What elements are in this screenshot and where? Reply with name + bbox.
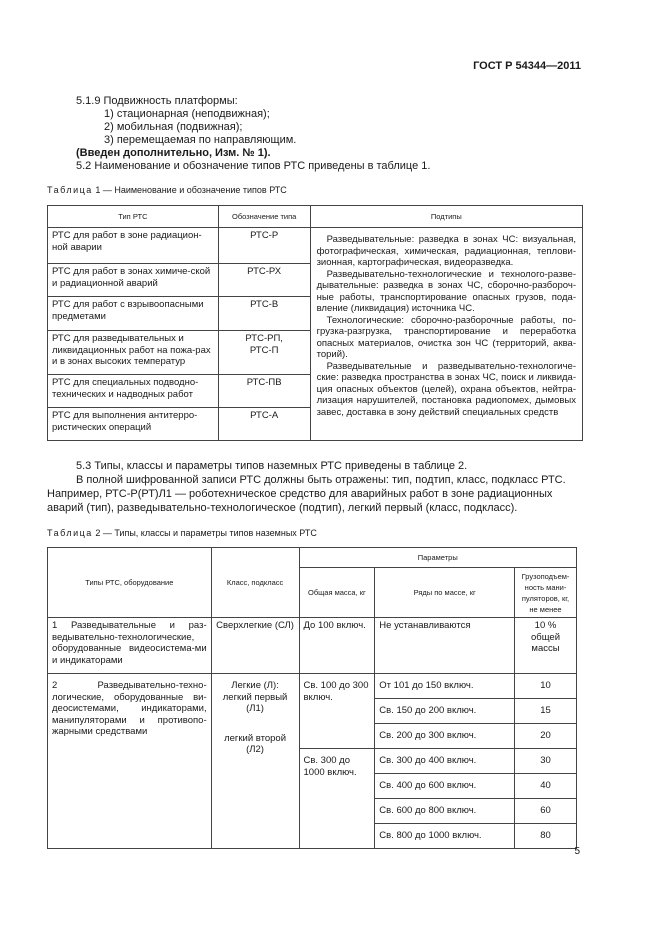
table-row <box>48 618 577 674</box>
table1 <box>47 205 583 441</box>
table2-mass-rows-cell: Не устанавливаются <box>375 618 515 674</box>
table1-header-code: Обозначение типа <box>218 206 310 228</box>
table1-type-cell: РТС для выполнения антитерро-ристических операций <box>48 408 219 441</box>
list-item: 2) мобильная (подвижная); <box>104 121 243 133</box>
section-5-3-line2: В полной шифрованной записи РТС должны быть отражены: тип, подтип, класс, подкласс РТС. <box>76 474 566 486</box>
table1-caption-label: Таблица <box>47 185 93 195</box>
table2-header-payload: Грузоподъем-ность мани-пуляторов, кг, не менее <box>515 568 577 618</box>
table2-class-cell: Сверхлегкие (СЛ) <box>211 618 299 674</box>
table2-mass-cell: Св. 100 до 300 включ. <box>299 674 375 749</box>
table1-code-cell: РТС-В <box>218 297 310 331</box>
table2-payload-cell: 10 % общей массы <box>515 618 577 674</box>
table2-class-cell <box>211 674 299 849</box>
table2-payload-cell: 30 <box>515 749 577 774</box>
table2-mass-cell: До 100 включ. <box>299 618 375 674</box>
subtype-paragraph: Разведывательно-технологические и технолого-разве-дывательные: разведка в зонах ЧС, сборочно-разбороч-ные работы, транспортирование опасных грузов, пода-вление (ликвидация) источника ЧС. <box>316 268 576 314</box>
amendment-note: (Введен дополнительно, Изм. № 1). <box>76 147 271 159</box>
table2-payload-cell: 20 <box>515 724 577 749</box>
table1-type-cell: РТС для разведывательных и ликвидационных работ на пожа-рах и в зонах высоких температур <box>48 331 219 375</box>
table1-code-cell: РТС-РП, РТС-П <box>218 331 310 375</box>
table1-caption <box>47 185 287 195</box>
list-item: 1) стационарная (неподвижная); <box>104 108 270 120</box>
table2-range-cell: Св. 200 до 300 включ. <box>375 724 515 749</box>
table2-payload-cell: 10 <box>515 674 577 699</box>
table1-code-cell: РТС-А <box>218 408 310 441</box>
table2-range-cell: Св. 800 до 1000 включ. <box>375 824 515 849</box>
table1-type-cell: РТС для работ с взрывоопасными предметами <box>48 297 219 331</box>
table1-header-type: Тип РТС <box>48 206 219 228</box>
table1-type-cell: РТС для специальных подводно-технических и надводных работ <box>48 375 219 408</box>
table2-mass-cell: Св. 300 до 1000 включ. <box>299 749 375 849</box>
table2-caption-text: 2 — Типы, классы и параметры типов наземных РТС <box>95 528 317 538</box>
table2-header-params: Параметры <box>299 548 577 568</box>
table1-code-cell: РТС-РХ <box>218 264 310 297</box>
page-number: 5 <box>574 846 580 857</box>
table1-subtypes-cell <box>310 228 582 441</box>
table2-header-mass-rows: Ряды по массе, кг <box>375 568 515 618</box>
section-5-3-line4: аварий (тип), разведывательно-технологическое (подтип), легкий первый (класс, подкласс). <box>47 502 518 514</box>
table2-payload-cell: 80 <box>515 824 577 849</box>
table2-range-cell: Св. 400 до 600 включ. <box>375 774 515 799</box>
section-5-2-text: 5.2 Наименование и обозначение типов РТС приведены в таблице 1. <box>76 160 431 172</box>
table2-range-cell: От 101 до 150 включ. <box>375 674 515 699</box>
table2-type-cell: 2 Разведывательно-техно-логические, оборудованные ви-деосистемами, индикаторами, манипуляторами и противопо-жарными средствами <box>48 674 212 849</box>
table1-code-cell: РТС-ПВ <box>218 375 310 408</box>
subtype-paragraph: Технологические: сборочно-разборочные работы, по-грузка-разгрузка, транспортирование и переработка опасных материалов, очистка зон ЧС (территорий, аква-торий). <box>316 314 576 360</box>
table2-caption-label: Таблица <box>47 528 93 538</box>
table2-range-cell: Св. 600 до 800 включ. <box>375 799 515 824</box>
class-light-first: Легкие (Л): легкий первый (Л1) <box>222 680 288 714</box>
table2-payload-cell: 40 <box>515 774 577 799</box>
table1-type-cell: РТС для работ в зонах химиче-ской и радиационной аварий <box>48 264 219 297</box>
table-row <box>48 228 583 264</box>
document-header: ГОСТ Р 54344—2011 <box>473 60 581 72</box>
table2-header-mass: Общая масса, кг <box>299 568 375 618</box>
table1-caption-text: 1 — Наименование и обозначение типов РТС <box>95 185 287 195</box>
subtype-paragraph: Разведывательные и разведывательно-технологиче-ские: разведка пространства в зонах ЧС, поиск и ликвида-ция опасных объектов (целей), охрана объектов, нейтра-лизация нарушителей, постановка радиопомех, дымовых завес, доставка в зону действий специальных средств <box>316 360 576 418</box>
table-row <box>48 674 577 699</box>
table2-caption <box>47 528 317 538</box>
table1-type-cell: РТС для работ в зоне радиацион-ной аварии <box>48 228 219 264</box>
table2-range-cell: Св. 150 до 200 включ. <box>375 699 515 724</box>
table1-code-cell: РТС-Р <box>218 228 310 264</box>
table1-header-subtypes: Подтипы <box>310 206 582 228</box>
table2-payload-cell: 15 <box>515 699 577 724</box>
table2-header-class: Класс, подкласс <box>211 548 299 618</box>
table2-type-cell: 1 Разведывательные и раз-ведывательно-технологические, оборудованные видеосистема-ми и индикаторами <box>48 618 212 674</box>
class-light-second: легкий второй (Л2) <box>224 732 287 755</box>
section-5-3-line3: Например, РТС-Р(РТ)Л1 — роботехническое средство для аварийных работ в зоне радиационных <box>47 488 553 500</box>
list-item: 3) перемещаемая по направляющим. <box>104 134 297 146</box>
table2-range-cell: Св. 300 до 400 включ. <box>375 749 515 774</box>
section-5-3-line1: 5.3 Типы, классы и параметры типов наземных РТС приведены в таблице 2. <box>76 460 468 472</box>
table2-header-types: Типы РТС, оборудование <box>48 548 212 618</box>
table2-payload-cell: 60 <box>515 799 577 824</box>
table2 <box>47 547 577 849</box>
section-5-1-9-title: 5.1.9 Подвижность платформы: <box>76 95 238 107</box>
subtype-paragraph: Разведывательные: разведка в зонах ЧС: визуальная, фотографическая, химическая, радиационная, теплови-зионная, картографическая, видеоразведка. <box>316 234 576 268</box>
